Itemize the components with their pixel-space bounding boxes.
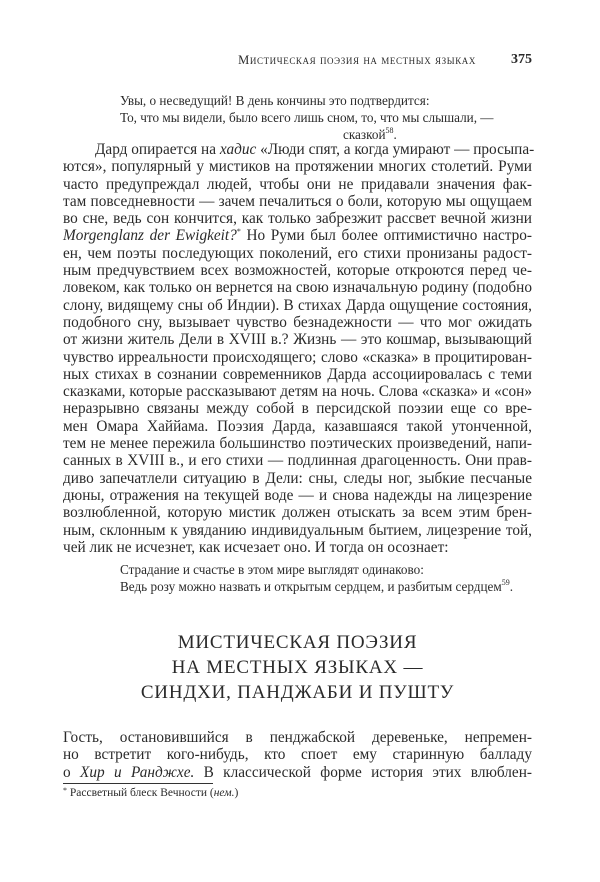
text-run: ен, чем поэты последующих поколений, его стихи пронизаны радост- [63,244,532,262]
heading-line: СИНДХИ, ПАНДЖАБИ И ПУШТУ [140,682,455,703]
text-run: ным, склонным к увяданию индивидуальным бытием, лицезрение той, [63,521,532,539]
text-line [63,141,535,158]
text-line [63,522,532,539]
text-line [63,176,532,193]
text-run: В классической форме история этих влюблен- [194,763,532,781]
text-run: диво запечатлели ситуацию в Дели: сны, следы ног, зыбкие песчаные [63,469,532,487]
text-line [63,746,532,763]
text-line [63,210,532,227]
text-line [63,400,532,417]
text-run: слону, видящему сны об Индии). В стихах Дарда ощущение состояния, [63,296,532,314]
heading-line: НА МЕСТНЫХ ЯЗЫКАХ — [171,657,424,678]
text-run: Но Руми был более оптимистично настро- [240,227,532,245]
text-run: часто предупреждал людей, чтобы они не придавали значения фак- [63,175,532,193]
text-run: . [393,127,397,142]
footnote [63,787,238,799]
text-run: «Люди спят, а когда умирают — просыпа- [256,141,535,158]
text-line [120,578,513,595]
text-run: возлюбленной, которую мистик должен отыскать за всем этим брен- [63,504,532,522]
text-run: чей лик не исчезнет, как исчезает оно. И тогда он осознает: [63,538,449,556]
body-paragraph [63,141,535,556]
text-line [63,435,532,452]
text-line [63,539,532,556]
text-run: Гость, остановившийся в пенджабской деревеньке, непремен- [63,729,532,746]
text-run: мен Омара Хаййама. Поэзия Дарда, казавшаяся такой утонченной, [63,417,532,435]
text-line [63,297,532,314]
text-line [63,314,532,331]
body-paragraph [63,729,532,781]
text-line [63,331,532,348]
text-run: во сне, ведь сон кончится, как только забрезжит рассвет вечной жизни [63,210,532,228]
text-line [63,279,532,296]
text-run: там повседневности — зачем печалиться о боли, которую мы ощущаем [63,192,532,210]
text-line [63,418,532,435]
footnote-marker: * [236,227,241,237]
text-run: То, что мы видели, было всего лишь сном, то, что мы слышали, — [120,110,494,125]
text-line [63,366,532,383]
text-line [63,193,532,210]
text-line [120,109,494,126]
text-run: ) [234,787,239,799]
text-line [63,504,532,521]
italic-text: Хир и Ранджхе. [79,763,195,781]
section-heading [63,630,532,705]
quoted-verse [120,561,513,595]
text-run: но встретит кого-нибудь, кто споет ему старинную балладу [63,746,532,764]
italic-text: хадис [219,141,257,158]
text-run: санных в XVIII в., и его стихи — подлинная драгоценность. Они прав- [63,452,532,470]
running-title: Мистическая поэзия на местных языках [238,53,476,67]
text-line [63,262,532,279]
footnote-divider [63,783,213,784]
page-number: 375 [511,52,532,67]
text-line [63,158,532,175]
text-run: о [63,763,80,781]
text-line [63,452,532,469]
text-run: неразрывно связаны между собой в персидской поэзии еще со вре- [63,400,532,418]
footnote-marker: 58 [385,126,394,135]
text-line [120,92,494,109]
text-run: Рассветный блеск Вечности ( [67,787,214,799]
running-header [63,53,532,71]
text-run: Дард опирается на [95,141,220,158]
text-run: сказками, которые рассказывают детям на ночь. Слова «сказка» и «сон» [63,383,532,401]
text-line [63,383,532,400]
text-line [120,561,513,578]
text-run: тем не менее пережила большинство поэтических произведений, напи- [63,435,532,453]
text-run: ным предчувствием всех возможностей, которые откроются перед че- [63,262,532,280]
text-run: Увы, о несведущий! В день кончины это подтвердится: [120,93,430,108]
text-line [63,470,532,487]
italic-text: нем. [213,787,235,799]
italic-text: Morgenglanz der Ewigkeit? [63,227,237,245]
text-line [63,349,532,366]
text-run: Страдание и счастье в этом мире выглядят одинаково: [120,562,424,577]
text-run: Ведь розу можно назвать и открытым сердцем, и разбитым сердцем [120,579,502,594]
text-line [63,227,532,244]
text-run: от жизни житель Дели в XVIII в.? Жизнь — это кошмар, вызывающий [63,331,532,349]
text-line [63,487,532,504]
text-run: чувство ирреальности происходящего; слово «сказка» в процитирован- [63,348,532,366]
text-run: дюны, отражения на текущей воде — и снова надежды на лицезрение [63,486,532,504]
text-run: подобного сну, вызывает чувство безнадежности — что мог ожидать [63,313,532,331]
text-run: ных стихах в сознании современников Дарда ассоциировалась с теми [63,365,532,383]
heading-line: МИСТИЧЕСКАЯ ПОЭЗИЯ [177,632,418,653]
footnote-marker: * [63,786,67,795]
text-run: сказкой [343,127,386,142]
epigraph-verse [120,92,494,143]
text-line [63,245,532,262]
footnote-marker: 59 [501,578,510,587]
text-line [63,764,532,781]
text-line [63,729,532,746]
text-run: ются», популярный у мистиков на протяжении многих столетий. Руми [63,158,532,176]
text-run: ловеком, как только он вернется на свою изначальную родину (подобно [63,279,532,297]
text-run: . [509,579,514,594]
